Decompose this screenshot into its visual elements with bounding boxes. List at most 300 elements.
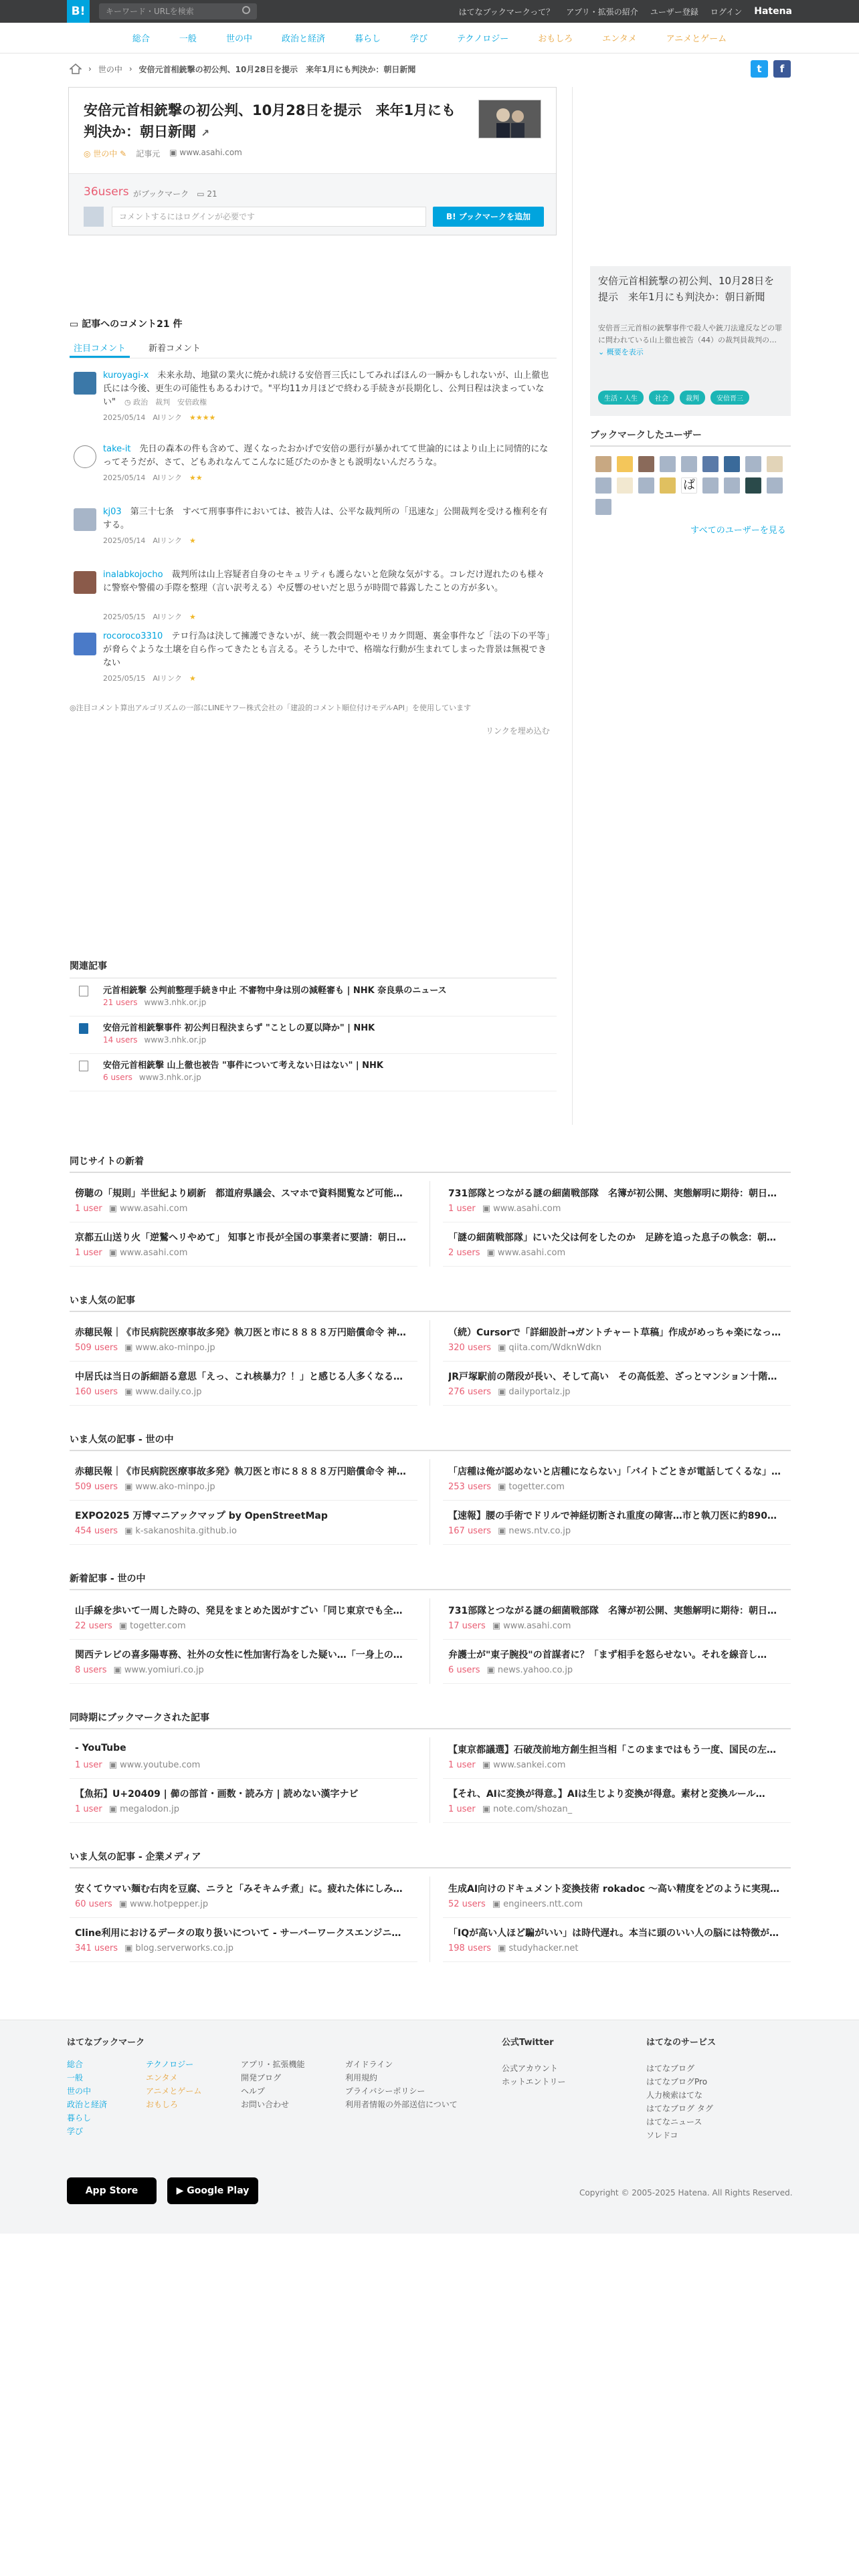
related-title[interactable]: 元首相銃撃 公判前整理手続き中止 不審物中身は別の減軽審も | NHK 奈良県のニュース (103, 986, 447, 996)
tab-popular[interactable]: 注目コメント (70, 338, 130, 358)
article-users[interactable]: 1 user (75, 1248, 102, 1258)
comment-item (70, 506, 557, 552)
article-meta (75, 1526, 237, 1536)
site-icon: ▣ (169, 148, 180, 157)
article-domain[interactable]: www.asahi.com (120, 1204, 188, 1214)
footer-link[interactable]: 利用規約 (345, 2073, 378, 2082)
avatar[interactable] (74, 508, 96, 531)
article-title[interactable]: 中居氏は当日の訴細語る意思「えっ、これ核暴力？！」と感じる人多くなる… (75, 1372, 403, 1382)
home-icon[interactable] (70, 64, 82, 74)
avatar[interactable] (74, 571, 96, 594)
facebook-icon[interactable]: f (773, 60, 791, 78)
article-card[interactable] (70, 1921, 417, 1962)
article-title[interactable]: 京都五山送り火「逆鷲ヘリやめて」 知事と市長が全国の事業者に要請：朝日… (75, 1232, 406, 1243)
article-users[interactable]: 8 users (75, 1665, 107, 1675)
search-icon[interactable] (242, 6, 250, 14)
footer-col2 (146, 2058, 201, 2111)
article-title[interactable]: 山手線を歩いて一周した時の、発見をまとめた図がすごい「同じ東京でも全… (75, 1606, 403, 1616)
article-users[interactable]: 253 users (448, 1482, 492, 1492)
category-it[interactable]: テクノロジー (457, 34, 509, 44)
document-icon (79, 1061, 88, 1071)
show-summary-link[interactable]: ⌄ 概要を表示 (598, 348, 644, 356)
article-domain[interactable]: qiita.com/WdknWdkn (508, 1343, 601, 1353)
category-life[interactable]: 暮らし (354, 34, 381, 44)
article-title[interactable]: 「IQが高い人ほど騙がいい」は時代遅れ。本当に頭のいい人の脳には特徴が… (448, 1928, 779, 1939)
avatar[interactable] (767, 456, 783, 472)
avatar[interactable] (74, 633, 96, 655)
avatar[interactable] (745, 456, 761, 472)
related-users[interactable]: 14 users (103, 1035, 138, 1045)
article-domain[interactable]: k-sakanoshita.github.io (135, 1526, 237, 1536)
article-users[interactable]: 276 users (448, 1387, 492, 1397)
avatar[interactable] (724, 456, 740, 472)
thumbnail-image (479, 100, 541, 138)
comment-tags[interactable]: 政治 裁判 安倍政権 (133, 398, 207, 407)
star-icon[interactable]: ★★ (189, 473, 203, 482)
comment-date[interactable]: 2025/05/14 (103, 413, 146, 422)
article-card[interactable] (70, 1642, 417, 1684)
comment-meta (103, 412, 215, 423)
category-game[interactable]: アニメとゲーム (666, 34, 727, 44)
article-card[interactable] (70, 1598, 417, 1640)
article-users[interactable]: 1 user (75, 1204, 102, 1214)
avatar[interactable] (74, 445, 96, 468)
comment-link[interactable]: AIリンク (153, 413, 182, 422)
article-domain[interactable]: www.ako-minpo.jp (135, 1343, 215, 1353)
article-title[interactable]: 赤穂民報｜《市民病院医療事故多発》執刀医と市に８８８８万円賠償命令 神… (75, 1467, 406, 1477)
footer-link[interactable]: 一般 (67, 2073, 84, 2082)
tab-new[interactable]: 新着コメント (149, 344, 201, 354)
article-users[interactable]: 22 users (75, 1621, 112, 1631)
article-meta (75, 1621, 186, 1631)
article-domain[interactable]: www.yomiuri.co.jp (124, 1665, 204, 1675)
article-users[interactable]: 1 user (448, 1760, 476, 1770)
category-fun[interactable]: おもしろ (538, 34, 573, 44)
article-users[interactable]: 1 user (75, 1760, 102, 1770)
avatar[interactable] (702, 456, 719, 472)
article-meta (75, 1343, 215, 1353)
summary-title: 安倍元首相銃撃の初公判、10月28日を提示 来年1月にも判決か：朝日新聞 (598, 275, 775, 303)
article-users[interactable]: 60 users (75, 1899, 112, 1909)
article-card[interactable] (443, 1364, 791, 1406)
article-domain[interactable]: togetter.com (508, 1482, 565, 1492)
related-domain[interactable]: www3.nhk.or.jp (144, 998, 207, 1007)
article-title[interactable]: 安くてウマい麺む右肉を豆腐、ニラと「みそキムチ煮」に。疲れた体にしみ… (75, 1884, 403, 1895)
category-sogo[interactable]: 総合 (132, 34, 150, 44)
related-meta (103, 1073, 201, 1082)
comment-user[interactable]: take-it (103, 444, 131, 454)
article-domain[interactable]: engineers.ntt.com (503, 1899, 583, 1909)
article-card[interactable] (70, 1225, 417, 1267)
footer-link[interactable]: ヘルプ (241, 2086, 266, 2096)
comment-body (103, 568, 551, 595)
breadcrumb-category[interactable]: 世の中 (98, 64, 122, 74)
footer-link[interactable]: ホットエントリー (502, 2077, 566, 2086)
entry-thumbnail[interactable] (478, 100, 541, 138)
article-meta (448, 1204, 561, 1214)
comment-body (103, 506, 551, 532)
related-meta (103, 998, 206, 1007)
avatar[interactable] (638, 456, 654, 472)
avatar[interactable] (595, 499, 611, 515)
article-title[interactable]: 「謎の細菌戦部隊」にいた父は何をしたのか 足跡を追った息子の執念：朝… (448, 1232, 776, 1243)
app-store-button[interactable] (67, 2177, 157, 2204)
comment-link[interactable]: AIリンク (153, 536, 182, 545)
comments-heading-text: 記事へのコメント21 件 (82, 319, 183, 330)
star-icon[interactable]: ★ (189, 674, 196, 683)
article-users[interactable]: 1 user (448, 1804, 476, 1814)
avatar[interactable] (660, 477, 676, 494)
article-meta (75, 1248, 187, 1258)
breadcrumb-title: 安倍元首相銃撃の初公判、10月28日を提示 来年1月にも判決か：朝日新聞 (138, 64, 416, 74)
article-title[interactable]: - YouTube (75, 1743, 126, 1753)
comment-user[interactable]: kuroyagi-x (103, 370, 149, 381)
footer-link[interactable]: エンタメ (146, 2073, 178, 2082)
section-title: 同時期にブックマークされた記事 (70, 1711, 791, 1729)
footer-link[interactable]: はてなニュース (646, 2117, 702, 2127)
article-domain[interactable]: www.asahi.com (497, 1248, 566, 1258)
comment-link[interactable]: AIリンク (153, 674, 182, 683)
article-meta (75, 1204, 187, 1214)
avatar[interactable] (74, 372, 96, 395)
avatar[interactable]: ぱ (681, 477, 697, 494)
comment-user[interactable]: rocoroco3310 (103, 631, 163, 641)
comment-link[interactable]: AIリンク (153, 473, 182, 482)
top-bar (0, 0, 859, 23)
section-title: いま人気の記事 - 企業メディア (70, 1850, 791, 1868)
article-meta (448, 1760, 565, 1770)
comment-item (70, 443, 557, 490)
embed-link[interactable]: リンクを埋め込む (486, 726, 550, 736)
footer-link[interactable]: ソレドコ (646, 2131, 678, 2140)
comment-link[interactable]: AIリンク (153, 613, 182, 621)
search-input[interactable]: キーワード・URLを検索 (99, 3, 257, 19)
footer-link[interactable]: 公式アカウント (502, 2064, 558, 2073)
related-users[interactable]: 6 users (103, 1073, 132, 1082)
related-meta (103, 1035, 206, 1045)
article-meta (448, 1248, 565, 1258)
comment-date[interactable]: 2025/05/15 (103, 613, 146, 621)
article-users[interactable]: 167 users (448, 1526, 492, 1536)
site-icon: ▣ (108, 1248, 118, 1258)
related-item[interactable] (70, 1016, 557, 1054)
footer-twitter (502, 2036, 566, 2088)
comment-text: 未来永劫、地獄の業火に焼かれ続ける安倍晋三氏にしてみればほんの一瞬かもしれないが、山上徹也氏には今後、更生の可能性もあるわけで。"平均11カ月ほどで終わる手続きが長期化し、公判日程は決まっていない" (103, 370, 549, 407)
avatar (84, 207, 104, 227)
comment-meta (103, 472, 203, 483)
article-title[interactable]: JR戸塚駅前の階段が長い、そして高い その高低差、ざっとマンション十階… (448, 1372, 777, 1382)
article-title[interactable]: 【東京都議選】石破茂前地方創生担当相「このままではもう一度、国民の左… (448, 1745, 776, 1755)
article-users[interactable]: 1 user (448, 1204, 476, 1214)
article-users[interactable]: 17 users (448, 1621, 486, 1631)
all-users-link[interactable]: すべてのユーザーを見る (690, 526, 786, 536)
avatar[interactable] (595, 456, 611, 472)
avatar[interactable] (617, 456, 633, 472)
article-domain[interactable]: www.daily.co.jp (135, 1387, 202, 1397)
article-card[interactable] (443, 1181, 791, 1222)
star-icon[interactable]: ★ (189, 536, 196, 545)
article-meta (75, 1387, 202, 1397)
article-title[interactable]: EXPO2025 万博マニアックマップ by OpenStreetMap (75, 1511, 328, 1521)
article-meta (448, 1343, 601, 1353)
article-meta (75, 1665, 204, 1675)
top-nav (459, 0, 792, 23)
site-icon: ▣ (492, 1899, 501, 1909)
footer-link[interactable]: 利用者情報の外部送信について (345, 2100, 458, 2109)
article-card[interactable] (70, 1459, 417, 1501)
article-users[interactable]: 509 users (75, 1343, 118, 1353)
footer-link[interactable]: 開発ブログ (241, 2073, 282, 2082)
twitter-icon[interactable]: t (751, 60, 768, 78)
article-users[interactable]: 198 users (448, 1943, 492, 1953)
footer-link[interactable]: テクノロジー (146, 2060, 194, 2069)
related-users[interactable]: 21 users (103, 998, 138, 1007)
star-icon[interactable]: ★★★★ (189, 413, 216, 422)
article-title[interactable]: 【魚拓】U+20409 | 𠐉の部首・画数・読み方 | 読めない漢字ナビ (75, 1789, 359, 1800)
article-card[interactable] (70, 1876, 417, 1918)
article-card[interactable] (443, 1320, 791, 1362)
entry-author: 記事元 (136, 149, 161, 158)
article-users[interactable]: 341 users (75, 1943, 118, 1953)
footer-services-title: はてなのサービス (646, 2038, 717, 2048)
site-icon: ▣ (498, 1943, 506, 1953)
article-domain[interactable]: dailyportalz.jp (508, 1387, 571, 1397)
footer-link[interactable]: 人力検索はてな (646, 2090, 703, 2100)
site-icon: ▣ (124, 1943, 133, 1953)
footer-link[interactable]: はてなブログ タグ (646, 2104, 713, 2113)
share-buttons (751, 60, 791, 78)
site-icon: ▣ (108, 1204, 118, 1214)
avatar[interactable] (767, 477, 783, 494)
article-users[interactable]: 6 users (448, 1665, 480, 1675)
document-icon (79, 986, 88, 996)
related-item[interactable] (70, 1054, 557, 1091)
article-domain[interactable]: www.ako-minpo.jp (135, 1482, 215, 1492)
article-card[interactable] (443, 1503, 791, 1545)
related-domain[interactable]: www3.nhk.or.jp (144, 1035, 207, 1045)
category-social[interactable]: 世の中 (225, 34, 252, 44)
category-entertainment[interactable]: エンタメ (602, 34, 637, 44)
article-domain[interactable]: www.hotpepper.jp (130, 1899, 209, 1909)
avatar[interactable] (745, 477, 761, 494)
article-users[interactable]: 52 users (448, 1899, 486, 1909)
footer-link[interactable]: お問い合わせ (241, 2100, 290, 2109)
article-title[interactable]: （続）Cursorで「詳細設計→ガントチャート草稿」作成がめっちゃ楽になっ… (448, 1327, 781, 1338)
entry-domain[interactable] (169, 148, 242, 159)
star-icon[interactable]: ★ (189, 613, 196, 621)
users-count[interactable]: 36users (84, 185, 129, 199)
apps-link[interactable]: アプリ・拡張の紹介 (566, 7, 638, 17)
chevron-right-icon: › (128, 64, 132, 74)
article-title[interactable]: 【それ、AIに変換が得意。】AIは生じより変換が得意。素材と変換ルール… (448, 1789, 765, 1800)
play-icon: ▶ (176, 2185, 187, 2196)
comments-heading (70, 317, 182, 330)
article-domain[interactable]: togetter.com (130, 1621, 186, 1631)
comment-icon: ▭ (197, 189, 205, 199)
article-meta (448, 1899, 583, 1909)
site-icon: ▣ (113, 1665, 122, 1675)
article-card[interactable] (443, 1782, 791, 1823)
related-heading: 関連記事 (70, 959, 557, 978)
site-icon: ▣ (498, 1343, 506, 1353)
about-link[interactable]: はてなブックマークって？ (458, 7, 555, 17)
article-card[interactable] (70, 1782, 417, 1823)
register-link[interactable]: ユーザー登録 (650, 7, 698, 17)
footer-bm-title[interactable]: はてなブックマーク (67, 2038, 145, 2048)
entry-box (68, 87, 557, 235)
footer-link[interactable]: 学び (67, 2127, 84, 2136)
edit-icon: ✎ (120, 149, 127, 158)
article-title[interactable]: 生成AI向けのドキュメント変換技術 rokadoc ～高い精度をどのように実現… (448, 1884, 780, 1895)
avatar[interactable] (681, 456, 697, 472)
article-card[interactable] (443, 1642, 791, 1684)
article-domain[interactable]: news.yahoo.co.jp (497, 1665, 573, 1675)
comment-input[interactable]: コメントするにはログインが必要です (112, 207, 426, 227)
article-title[interactable]: 731部隊とつながる謎の細菌戦部隊 名簿が初公開、実態解明に期待：朝日… (448, 1188, 777, 1199)
article-title[interactable]: 731部隊とつながる謎の細菌戦部隊 名簿が初公開、実態解明に期待：朝日… (448, 1606, 777, 1616)
entry-meta (84, 148, 242, 159)
add-bookmark-button[interactable]: B! ブックマークを追加 (433, 207, 544, 227)
article-card[interactable] (443, 1459, 791, 1501)
comment-text: 裁判所は山上容疑者自身のセキュリティも護らないと危険な気がする。コレだけ遅れたのも様々に警察や警備の手際を整理（言い訳考える）や反響のせいだと思うが時間で暮露したことの方が多い。 (103, 570, 545, 593)
footer-link[interactable]: ガイドライン (345, 2060, 393, 2069)
article-card[interactable] (70, 1364, 417, 1406)
comment-user[interactable]: inalabkojocho (103, 570, 163, 580)
article-title[interactable]: 弁護士が"東子腕投"の首謀者に？「まず相手を怒らせない。それを線音し… (448, 1650, 767, 1660)
article-card[interactable] (70, 1181, 417, 1222)
article-users[interactable]: 2 users (448, 1248, 480, 1258)
article-title[interactable]: 傍聴の「規則」半世紀より刷新 都道府県議会、スマホで資料閲覧など可能… (75, 1188, 403, 1199)
comment-item (70, 369, 557, 429)
article-domain[interactable]: studyhacker.net (508, 1943, 579, 1953)
show-summary-label: 概要を表示 (606, 348, 644, 356)
footer-link[interactable]: おもしろ (146, 2100, 179, 2109)
article-card[interactable] (443, 1876, 791, 1918)
article-card[interactable] (443, 1921, 791, 1962)
comment-date[interactable]: 2025/05/14 (103, 536, 146, 545)
footer-link[interactable]: 暮らし (67, 2113, 92, 2123)
related-item[interactable] (70, 979, 557, 1016)
related-title[interactable]: 安倍元首相銃撃 山上徹也被告 "事件について考えない日はない" | NHK (103, 1061, 383, 1071)
site-icon: ▣ (486, 1248, 495, 1258)
login-link[interactable]: ログイン (710, 7, 743, 17)
article-card[interactable] (70, 1503, 417, 1545)
section-title: 同じサイトの新着 (70, 1154, 791, 1173)
article-domain[interactable]: www.asahi.com (503, 1621, 571, 1631)
entry-category[interactable] (84, 148, 126, 159)
footer-link[interactable]: はてなブログ (646, 2064, 695, 2073)
article-users[interactable]: 1 user (75, 1804, 102, 1814)
article-card[interactable] (70, 1737, 417, 1779)
tag[interactable]: 生活・人生 (598, 391, 644, 405)
google-play-button[interactable] (167, 2177, 258, 2204)
article-users[interactable]: 509 users (75, 1482, 118, 1492)
tag[interactable]: 社会 (649, 391, 674, 405)
avatar[interactable] (617, 477, 633, 494)
article-title[interactable]: 【速報】腰の手術でドリルで神経切断され重度の障害…市と執刀医に約890… (448, 1511, 777, 1521)
comment-text: 第三十七条 すべて刑事事件においては、被告人は、公平な裁判所の「迅速な」公開裁判を受ける権利を有する。 (103, 507, 548, 530)
footer-link[interactable]: アニメとゲーム (146, 2086, 202, 2096)
site-icon: ▣ (482, 1804, 491, 1814)
article-domain[interactable]: www.sankei.com (493, 1760, 566, 1770)
article-title[interactable]: 赤穂民報｜《市民病院医療事故多発》執刀医と市に８８８８万円賠償命令 神… (75, 1327, 406, 1338)
article-meta (75, 1760, 200, 1770)
external-link-icon[interactable]: ↗ (201, 127, 209, 139)
hatena-bookmark-logo[interactable]: B! (67, 0, 90, 23)
related-domain[interactable]: www3.nhk.or.jp (138, 1073, 201, 1082)
article-domain[interactable]: megalodon.jp (120, 1804, 179, 1814)
category-knowledge[interactable]: 学び (409, 34, 427, 44)
avatar[interactable] (638, 477, 654, 494)
article-card[interactable] (443, 1737, 791, 1779)
article-domain[interactable]: www.youtube.com (120, 1760, 201, 1770)
bookmark-label-text: がブックマーク (133, 189, 189, 199)
tag[interactable]: 裁判 (680, 391, 705, 405)
footer-link[interactable]: プライバシーポリシー (345, 2086, 425, 2096)
comment-user[interactable]: kj03 (103, 507, 122, 517)
section-title: 新着記事 - 世の中 (70, 1572, 791, 1590)
bookmark-user-avatars (595, 456, 789, 515)
article-users[interactable]: 160 users (75, 1387, 118, 1397)
footer-link[interactable]: 総合 (67, 2060, 84, 2069)
article-card[interactable] (70, 1320, 417, 1362)
category-general[interactable]: 一般 (179, 34, 197, 44)
article-domain[interactable]: www.asahi.com (493, 1204, 561, 1214)
entry-title[interactable] (84, 100, 465, 144)
entry-title-text[interactable]: 安倍元首相銃撃の初公判、10月28日を提示 来年1月にも判決か：朝日新聞 (84, 102, 456, 140)
comment-item (70, 630, 557, 697)
google-play-label: Google Play (187, 2185, 250, 2196)
article-meta (448, 1665, 573, 1675)
avatar[interactable] (660, 456, 676, 472)
article-domain[interactable]: news.ntv.co.jp (508, 1526, 571, 1536)
summary-desc-text: 安倍晋三元首相の銃撃事件で殺人や銃刀法違反などの罪に問われている山上徹也被告（44）の裁判員裁判の… (598, 324, 782, 344)
footer-link[interactable]: はてなブログPro (646, 2077, 708, 2086)
avatar[interactable] (595, 477, 611, 494)
bookmark-label (133, 188, 217, 199)
article-domain[interactable]: www.asahi.com (120, 1248, 188, 1258)
related-title[interactable]: 安倍元首相銃撃事件 初公判日程決まらず "ことしの夏以降か" | NHK (103, 1023, 375, 1033)
article-title[interactable]: 関西テレビの喜多陽専務、社外の女性に性加害行為をした疑い…「一身上の… (75, 1650, 403, 1660)
article-users[interactable]: 320 users (448, 1343, 492, 1353)
footer-link[interactable]: 政治と経済 (67, 2100, 108, 2109)
article-meta (75, 1804, 179, 1814)
site-icon: ▣ (118, 1899, 128, 1909)
comment-date[interactable]: 2025/05/15 (103, 674, 146, 683)
footer-link[interactable]: アプリ・拡張機能 (241, 2060, 305, 2069)
bookmark-users-title: ブックマークしたユーザー (590, 428, 791, 447)
avatar[interactable] (724, 477, 740, 494)
article-domain[interactable]: blog.serverworks.co.jp (135, 1943, 233, 1953)
tag[interactable]: 安倍晋三 (710, 391, 749, 405)
footer-col3 (241, 2058, 305, 2111)
comment-meta (103, 611, 196, 622)
article-card[interactable] (443, 1225, 791, 1267)
article-title[interactable]: Cline利用におけるデータの取り扱いについて - サーバーワークスエンジニ… (75, 1928, 401, 1939)
category-economics[interactable]: 政治と経済 (281, 34, 325, 44)
avatar[interactable] (702, 477, 719, 494)
article-title[interactable]: 「店種は俺が認めないと店種にならない」「バイトごときが電話してくるな」… (448, 1467, 781, 1477)
site-icon: ▣ (482, 1760, 491, 1770)
comment-date[interactable]: 2025/05/14 (103, 473, 146, 482)
news-icon (79, 1023, 88, 1034)
footer-link[interactable]: 世の中 (67, 2086, 92, 2096)
article-users[interactable]: 454 users (75, 1526, 118, 1536)
hatena-logo[interactable]: Hatena (754, 6, 792, 17)
article-domain[interactable]: note.com/shozan_ (493, 1804, 573, 1814)
article-card[interactable] (443, 1598, 791, 1640)
comment-meta (103, 673, 196, 683)
